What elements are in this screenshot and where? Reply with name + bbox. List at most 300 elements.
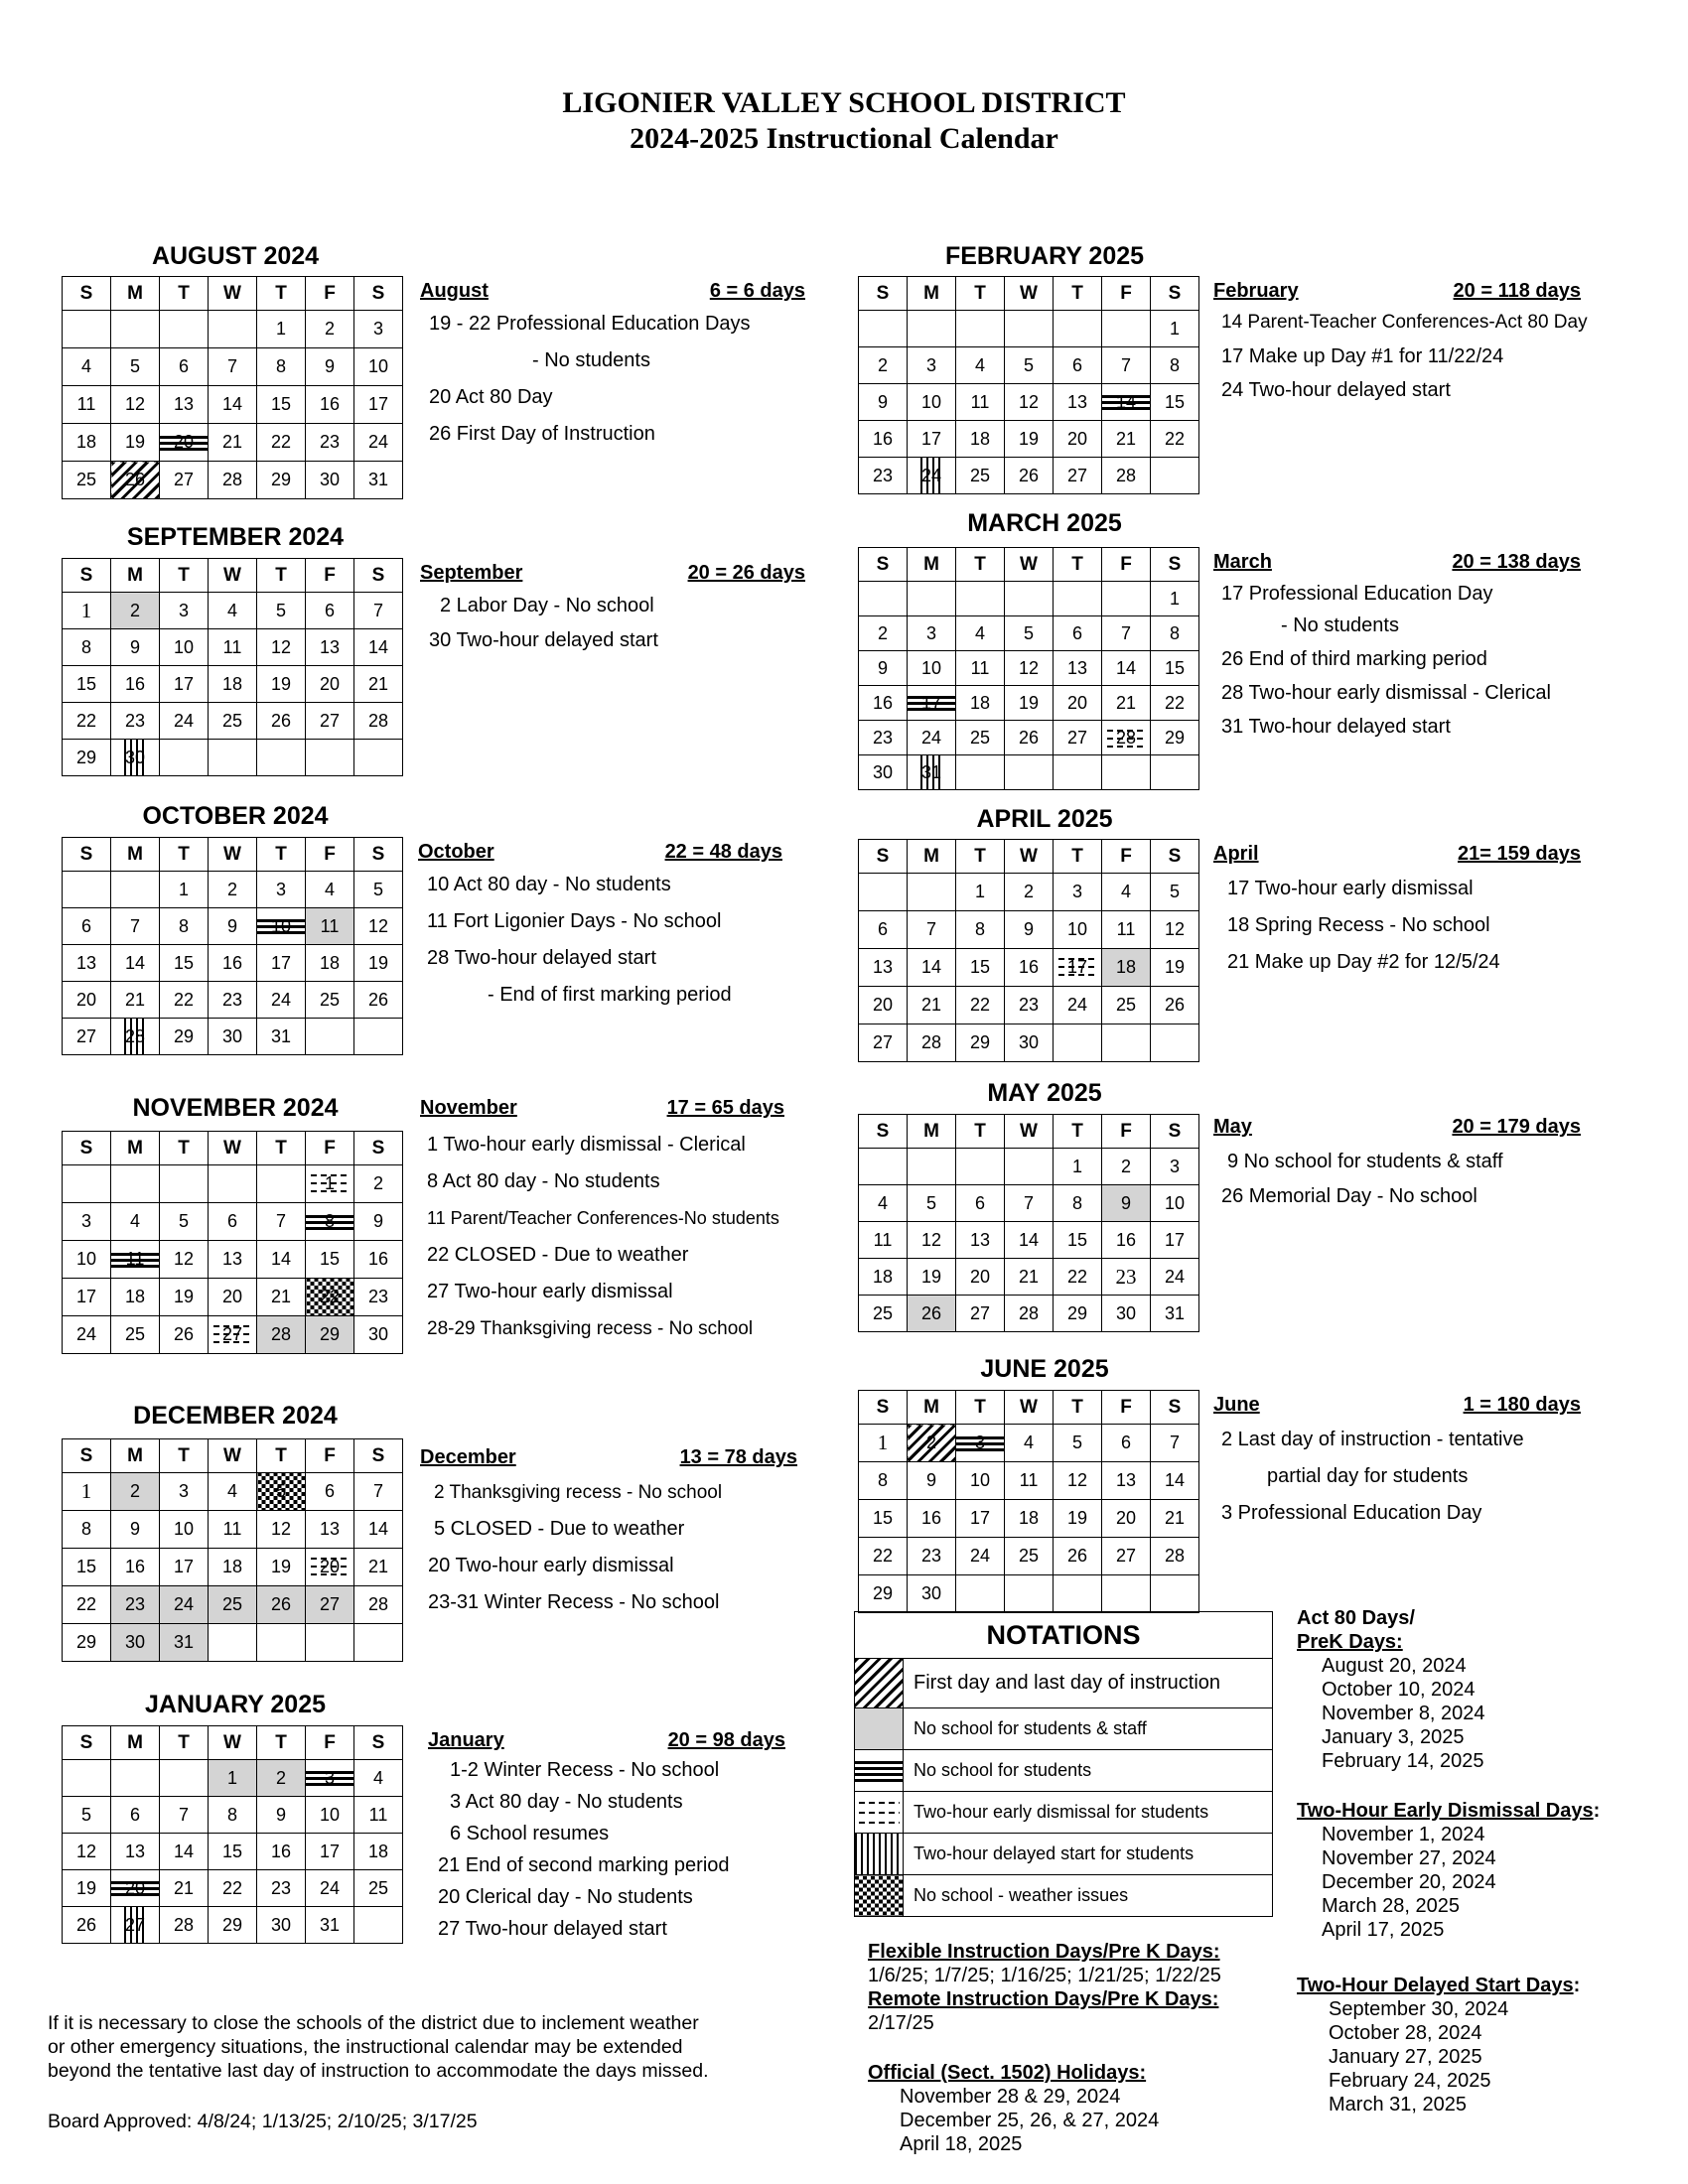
- day-cell: 19: [354, 945, 403, 982]
- weekday-header: M: [908, 548, 956, 582]
- month-notes: October 22 = 48 days 10 Act 80 day - No students 11 Fort Ligonier Days - No school 28 Two-hour delayed start - End of first marking period: [418, 841, 782, 1006]
- day-cell: 12: [908, 1222, 956, 1259]
- day-cell-no-school: 11: [306, 908, 354, 945]
- day-cell: 27: [1054, 458, 1102, 494]
- day-cell: 20: [1054, 421, 1102, 458]
- day-cell: 23: [859, 721, 908, 755]
- day-cell: 21: [908, 987, 956, 1024]
- day-cell-no-school: 25: [209, 1586, 257, 1624]
- day-cell: 22: [859, 1538, 908, 1575]
- calendar-april-2025: [858, 839, 1199, 1062]
- month-title: JANUARY 2025: [144, 1691, 327, 1718]
- month-title: SEPTEMBER 2024: [126, 523, 345, 551]
- day-cell-no-school: 18: [1102, 949, 1151, 987]
- day-cell: 28: [160, 1907, 209, 1944]
- day-cell: 10: [306, 1797, 354, 1834]
- weekday-header: F: [1102, 277, 1151, 311]
- day-cell: 16: [1102, 1222, 1151, 1259]
- day-cell-delayed-start: 27: [111, 1907, 160, 1944]
- day-cell-early-dismissal: 17: [1054, 949, 1102, 987]
- weekday-header: W: [209, 277, 257, 311]
- day-cell: 19: [160, 1279, 209, 1316]
- day-cell: 16: [859, 421, 908, 458]
- weekday-header: T: [257, 1439, 306, 1473]
- day-cell: 12: [1151, 911, 1199, 949]
- day-cell: 26: [1005, 721, 1054, 755]
- day-cell: 6: [160, 348, 209, 386]
- weekday-header: S: [354, 1132, 403, 1165]
- day-cell: 20: [1102, 1500, 1151, 1538]
- day-cell: 1: [1054, 1149, 1102, 1185]
- day-cell: 9: [111, 1511, 160, 1549]
- month-notes: November 17 = 65 days 1 Two-hour early dismissal - Clerical 8 Act 80 day - No students 11 Parent/Teacher Conferences-No students 22 CLOSED - Due to weather 27 Two-hour early dismissal 28-29 Thanksgiving recess - No school: [420, 1097, 784, 1339]
- day-cell-delayed-start: 31: [908, 755, 956, 790]
- weekday-header: S: [859, 548, 908, 582]
- day-cell: 5: [257, 593, 306, 629]
- day-cell: 21: [209, 424, 257, 462]
- day-cell: 23: [257, 1870, 306, 1907]
- day-cell: 18: [306, 945, 354, 982]
- day-cell: 22: [257, 424, 306, 462]
- day-cell: 2: [1005, 874, 1054, 911]
- day-cell: 17: [1151, 1222, 1199, 1259]
- weekday-header: W: [209, 559, 257, 593]
- day-cell: 5: [1054, 1425, 1102, 1462]
- day-cell: 17: [956, 1500, 1005, 1538]
- day-cell: 28: [908, 1024, 956, 1062]
- flexible-instruction-days: Flexible Instruction Days/Pre K Days: 1/6/25; 1/7/25; 1/16/25; 1/21/25; 1/22/25 Remote Instruction Days/Pre K Days: 2/17/25: [868, 1941, 1221, 2034]
- day-cell-first-day: 26: [111, 462, 160, 499]
- day-cell: 29: [63, 740, 111, 776]
- day-cell: 7: [111, 908, 160, 945]
- weekday-header: S: [354, 559, 403, 593]
- day-cell-no-school: 9: [1102, 1185, 1151, 1222]
- day-cell: 8: [1151, 347, 1199, 384]
- weekday-header: S: [63, 1439, 111, 1473]
- weekday-header: M: [908, 1115, 956, 1149]
- weekday-header: T: [257, 559, 306, 593]
- day-cell: 26: [354, 982, 403, 1019]
- day-cell: 5: [354, 872, 403, 908]
- day-cell: 1: [257, 311, 306, 348]
- day-cell: 21: [354, 1549, 403, 1586]
- month-notes: May 20 = 179 days 9 No school for students & staff 26 Memorial Day - No school: [1213, 1116, 1581, 1207]
- weekday-header: S: [354, 838, 403, 872]
- day-cell: 18: [859, 1259, 908, 1296]
- day-cell: 3: [257, 872, 306, 908]
- weekday-header: S: [859, 1391, 908, 1425]
- day-cell: 6: [859, 911, 908, 949]
- notations-legend: [854, 1611, 1273, 1917]
- month-notes: March 20 = 138 days 17 Professional Education Day - No students 26 End of third marking period 28 Two-hour early dismissal - Clerical 31 Two-hour delayed start: [1213, 551, 1581, 738]
- month-title: FEBRUARY 2025: [944, 242, 1145, 270]
- weekday-header: F: [306, 559, 354, 593]
- day-cell: 30: [859, 755, 908, 790]
- weekday-header: T: [1054, 840, 1102, 874]
- day-cell: 14: [354, 1511, 403, 1549]
- weekday-header: S: [1151, 548, 1199, 582]
- day-cell: 10: [160, 629, 209, 666]
- day-cell: 21: [257, 1279, 306, 1316]
- day-cell: 1: [859, 1425, 908, 1462]
- day-cell: 14: [1102, 651, 1151, 686]
- weekday-header: S: [1151, 840, 1199, 874]
- day-cell: 18: [111, 1279, 160, 1316]
- day-cell: 8: [956, 911, 1005, 949]
- day-cell: 30: [354, 1316, 403, 1354]
- weekday-header: M: [111, 1726, 160, 1760]
- day-cell: 8: [63, 1511, 111, 1549]
- day-cell: 22: [1151, 686, 1199, 721]
- day-cell: 2: [209, 872, 257, 908]
- day-cell: 12: [354, 908, 403, 945]
- delayed-start-days: Two-Hour Delayed Start Days: September 30, 2024 October 28, 2024 January 27, 2025 February 24, 2025 March 31, 2025: [1297, 1975, 1581, 2116]
- day-cell: 8: [1054, 1185, 1102, 1222]
- calendar-title: 2024-2025 Instructional Calendar: [630, 122, 1058, 155]
- day-cell: 17: [354, 386, 403, 424]
- day-cell: 30: [1102, 1296, 1151, 1332]
- weekday-header: S: [354, 1726, 403, 1760]
- day-cell: 26: [63, 1907, 111, 1944]
- day-cell: 15: [1054, 1222, 1102, 1259]
- day-cell: 30: [257, 1907, 306, 1944]
- day-cell: 8: [63, 629, 111, 666]
- day-cell: 4: [63, 348, 111, 386]
- weekday-header: M: [111, 559, 160, 593]
- weekday-header: S: [354, 277, 403, 311]
- day-cell-weather: 5: [257, 1473, 306, 1511]
- day-cell: 18: [209, 1549, 257, 1586]
- day-cell: 24: [1151, 1259, 1199, 1296]
- month-title: DECEMBER 2024: [133, 1402, 338, 1430]
- month-title: APRIL 2025: [976, 805, 1113, 833]
- day-cell: 27: [859, 1024, 908, 1062]
- weekday-header: M: [111, 277, 160, 311]
- weekday-header: T: [257, 1132, 306, 1165]
- day-cell: 4: [306, 872, 354, 908]
- day-cell: 24: [306, 1870, 354, 1907]
- day-cell: 4: [209, 1473, 257, 1511]
- weekday-header: T: [160, 1132, 209, 1165]
- day-cell: 24: [257, 982, 306, 1019]
- day-cell: 9: [257, 1797, 306, 1834]
- day-cell: 19: [1005, 421, 1054, 458]
- month-notes: February 20 = 118 days 14 Parent-Teacher Conferences-Act 80 Day 17 Make up Day #1 for 11/22/24 24 Two-hour delayed start: [1213, 280, 1588, 401]
- weekday-header: M: [908, 840, 956, 874]
- day-cell: 14: [1005, 1222, 1054, 1259]
- day-cell: 15: [160, 945, 209, 982]
- day-cell: 20: [859, 987, 908, 1024]
- day-cell: 18: [63, 424, 111, 462]
- weekday-header: M: [908, 1391, 956, 1425]
- weekday-header: T: [1054, 277, 1102, 311]
- day-cell: 23: [1102, 1259, 1151, 1296]
- day-cell: 22: [1054, 1259, 1102, 1296]
- day-cell: 4: [1102, 874, 1151, 911]
- day-cell: 5: [160, 1203, 209, 1241]
- day-cell: 2: [306, 311, 354, 348]
- day-cell: 12: [1054, 1462, 1102, 1500]
- day-cell: 8: [859, 1462, 908, 1500]
- board-approved: Board Approved: 4/8/24; 1/13/25; 2/10/25; 3/17/25: [48, 2111, 478, 2132]
- month-title: MAY 2025: [987, 1079, 1102, 1107]
- day-cell: 27: [63, 1019, 111, 1055]
- day-cell: 11: [956, 384, 1005, 421]
- day-cell: 15: [956, 949, 1005, 987]
- day-cell: 7: [1005, 1185, 1054, 1222]
- day-cell: 21: [1102, 421, 1151, 458]
- day-cell: 30: [908, 1575, 956, 1613]
- legend-no-school-students: No school for students: [855, 1750, 1272, 1792]
- day-cell: 2: [859, 616, 908, 651]
- gray-swatch-icon: [855, 1708, 904, 1749]
- weekday-header: W: [1005, 548, 1054, 582]
- day-cell: 21: [1151, 1500, 1199, 1538]
- day-cell: 22: [63, 703, 111, 740]
- day-cell: 12: [257, 1511, 306, 1549]
- weekday-header: M: [908, 277, 956, 311]
- day-cell: 4: [859, 1185, 908, 1222]
- day-cell: 12: [160, 1241, 209, 1279]
- notations-title: NOTATIONS: [855, 1612, 1272, 1659]
- weekday-header: W: [1005, 840, 1054, 874]
- weekday-header: W: [209, 1439, 257, 1473]
- day-cell: 9: [111, 629, 160, 666]
- day-cell: 13: [111, 1834, 160, 1870]
- official-holidays: Official (Sect. 1502) Holidays: November 28 & 29, 2024 December 25, 26, & 27, 2024 April 18, 2025: [868, 2062, 1160, 2155]
- day-cell: 7: [354, 593, 403, 629]
- day-cell: 9: [354, 1203, 403, 1241]
- day-cell-no-school: 30: [111, 1624, 160, 1662]
- day-cell-delayed-start: 28: [111, 1019, 160, 1055]
- day-cell: 26: [1054, 1538, 1102, 1575]
- day-cell: 25: [1005, 1538, 1054, 1575]
- day-cell: 25: [956, 458, 1005, 494]
- day-cell: 7: [1151, 1425, 1199, 1462]
- weekday-header: T: [1054, 548, 1102, 582]
- day-cell: 16: [111, 666, 160, 703]
- day-cell: 6: [1102, 1425, 1151, 1462]
- day-cell: 19: [908, 1259, 956, 1296]
- day-cell: 6: [111, 1797, 160, 1834]
- day-cell: 10: [160, 1511, 209, 1549]
- day-cell: 31: [306, 1907, 354, 1944]
- weekday-header: W: [1005, 277, 1054, 311]
- day-cell: 13: [956, 1222, 1005, 1259]
- day-cell: 22: [1151, 421, 1199, 458]
- weekday-header: T: [160, 559, 209, 593]
- day-cell-no-school: 26: [908, 1296, 956, 1332]
- day-cell: 31: [257, 1019, 306, 1055]
- day-cell: 12: [1005, 384, 1054, 421]
- day-cell-no-school-students: 14: [1102, 384, 1151, 421]
- calendar-august-2024: [62, 276, 403, 499]
- day-cell: 30: [1005, 1024, 1054, 1062]
- calendar-february-2025: [858, 276, 1199, 494]
- weekday-header: F: [1102, 548, 1151, 582]
- day-cell: 29: [63, 1624, 111, 1662]
- day-cell: 3: [1054, 874, 1102, 911]
- closure-note: If it is necessary to close the schools of the district due to inclement weather or other emergency situations, the instructional calendar may be extended beyond the tentative last day of instruction to accommodate the days missed.: [48, 2012, 709, 2082]
- day-cell-no-school: 27: [306, 1586, 354, 1624]
- weekday-header: S: [63, 277, 111, 311]
- weekday-header: T: [160, 1439, 209, 1473]
- day-cell: 29: [956, 1024, 1005, 1062]
- day-cell: 23: [908, 1538, 956, 1575]
- day-cell: 25: [859, 1296, 908, 1332]
- day-cell: 28: [354, 703, 403, 740]
- day-cell-no-school: 31: [160, 1624, 209, 1662]
- weekday-header: W: [209, 838, 257, 872]
- day-cell: 4: [111, 1203, 160, 1241]
- weekday-header: T: [160, 1726, 209, 1760]
- month-notes: June 1 = 180 days 2 Last day of instruction - tentative partial day for students 3 Professional Education Day: [1213, 1394, 1581, 1524]
- day-cell: 17: [306, 1834, 354, 1870]
- weekday-header: T: [956, 1115, 1005, 1149]
- calendar-may-2025: [858, 1114, 1199, 1332]
- day-cell: 5: [1005, 347, 1054, 384]
- day-cell: 16: [859, 686, 908, 721]
- day-cell: 17: [160, 666, 209, 703]
- day-cell: 20: [63, 982, 111, 1019]
- weekday-header: S: [354, 1439, 403, 1473]
- weekday-header: F: [306, 277, 354, 311]
- day-cell: 30: [209, 1019, 257, 1055]
- day-cell-no-school-students: 3: [306, 1760, 354, 1797]
- day-cell: 29: [859, 1575, 908, 1613]
- day-cell: 24: [956, 1538, 1005, 1575]
- day-cell: 27: [1054, 721, 1102, 755]
- day-cell: 15: [306, 1241, 354, 1279]
- day-cell: 16: [1005, 949, 1054, 987]
- day-cell-no-school: 26: [257, 1586, 306, 1624]
- day-cell: 24: [908, 721, 956, 755]
- act80-days: Act 80 Days/ PreK Days: August 20, 2024 October 10, 2024 November 8, 2024 January 3, 2025 February 14, 2025: [1297, 1607, 1485, 1772]
- weekday-header: F: [306, 838, 354, 872]
- day-cell: 21: [111, 982, 160, 1019]
- day-cell: 2: [354, 1165, 403, 1203]
- day-cell: 25: [63, 462, 111, 499]
- day-cell: 22: [209, 1870, 257, 1907]
- day-cell: 9: [1005, 911, 1054, 949]
- day-cell-no-school: 24: [160, 1586, 209, 1624]
- weekday-header: S: [859, 1115, 908, 1149]
- day-cell: 23: [1005, 987, 1054, 1024]
- day-cell: 24: [354, 424, 403, 462]
- day-cell: 1: [1151, 311, 1199, 347]
- day-cell: 31: [1151, 1296, 1199, 1332]
- day-cell: 24: [1054, 987, 1102, 1024]
- day-cell: 11: [63, 386, 111, 424]
- day-cell: 18: [1005, 1500, 1054, 1538]
- day-cell: 8: [209, 1797, 257, 1834]
- day-cell: 13: [63, 945, 111, 982]
- day-cell: 13: [306, 1511, 354, 1549]
- day-cell-no-school: 1: [209, 1760, 257, 1797]
- hatch-swatch-icon: [855, 1659, 904, 1707]
- day-cell: 31: [354, 462, 403, 499]
- day-cell: 4: [956, 347, 1005, 384]
- day-cell: 10: [1151, 1185, 1199, 1222]
- month-notes: December 13 = 78 days 2 Thanksgiving recess - No school 5 CLOSED - Due to weather 20 Two-hour early dismissal 23-31 Winter Recess - No school: [420, 1446, 797, 1613]
- month-notes: September 20 = 26 days 2 Labor Day - No school 30 Two-hour delayed start: [420, 562, 805, 651]
- day-cell: 23: [306, 424, 354, 462]
- weekday-header: S: [859, 277, 908, 311]
- day-cell: 5: [1151, 874, 1199, 911]
- day-cell: 5: [1005, 616, 1054, 651]
- day-cell: 25: [956, 721, 1005, 755]
- weekday-header: T: [257, 1726, 306, 1760]
- day-cell: 16: [257, 1834, 306, 1870]
- month-notes: April 21= 159 days 17 Two-hour early dismissal 18 Spring Recess - No school 21 Make up Day #2 for 12/5/24: [1213, 843, 1581, 973]
- month-title: JUNE 2025: [980, 1355, 1109, 1383]
- calendar-december-2024: [62, 1438, 403, 1662]
- day-cell-weather: 22: [306, 1279, 354, 1316]
- day-cell-no-school: 28: [257, 1316, 306, 1354]
- day-cell: 25: [209, 703, 257, 740]
- day-cell: 6: [209, 1203, 257, 1241]
- day-cell: 23: [111, 703, 160, 740]
- day-cell-early-dismissal: 20: [306, 1549, 354, 1586]
- weekday-header: T: [160, 277, 209, 311]
- weekday-header: M: [111, 1132, 160, 1165]
- day-cell: 24: [63, 1316, 111, 1354]
- day-cell: 15: [257, 386, 306, 424]
- day-cell-delayed-start: 24: [908, 458, 956, 494]
- day-cell: 4: [209, 593, 257, 629]
- day-cell: 13: [209, 1241, 257, 1279]
- day-cell: 22: [956, 987, 1005, 1024]
- day-cell: 3: [908, 347, 956, 384]
- day-cell: 25: [306, 982, 354, 1019]
- day-cell: 6: [956, 1185, 1005, 1222]
- day-cell-no-school: 29: [306, 1316, 354, 1354]
- weekday-header: F: [306, 1439, 354, 1473]
- day-cell: 18: [956, 686, 1005, 721]
- day-cell: 7: [354, 1473, 403, 1511]
- day-cell: 15: [1151, 384, 1199, 421]
- day-cell: 10: [908, 651, 956, 686]
- day-cell: 1: [63, 593, 111, 629]
- day-cell-last-day: 2: [908, 1425, 956, 1462]
- weekday-header: F: [1102, 1115, 1151, 1149]
- weekday-header: F: [306, 1726, 354, 1760]
- month-title: NOVEMBER 2024: [132, 1094, 339, 1122]
- day-cell: 5: [63, 1797, 111, 1834]
- early-dismissal-days: Two-Hour Early Dismissal Days: November 1, 2024 November 27, 2024 December 20, 2024 March 28, 2025 April 17, 2025: [1297, 1800, 1601, 1941]
- day-cell: 18: [209, 666, 257, 703]
- day-cell: 23: [354, 1279, 403, 1316]
- day-cell: 11: [209, 1511, 257, 1549]
- calendar-october-2024: [62, 837, 403, 1055]
- day-cell: 22: [160, 982, 209, 1019]
- day-cell: 21: [354, 666, 403, 703]
- dashed-lines-swatch-icon: [855, 1792, 904, 1833]
- day-cell: 3: [63, 1203, 111, 1241]
- day-cell: 26: [160, 1316, 209, 1354]
- weekday-header: T: [956, 840, 1005, 874]
- day-cell: 21: [1102, 686, 1151, 721]
- day-cell: 29: [1151, 721, 1199, 755]
- day-cell: 11: [1005, 1462, 1054, 1500]
- day-cell: 20: [956, 1259, 1005, 1296]
- day-cell: 1: [63, 1473, 111, 1511]
- day-cell: 5: [111, 348, 160, 386]
- day-cell: 11: [859, 1222, 908, 1259]
- day-cell-no-school-students: 17: [908, 686, 956, 721]
- day-cell: 26: [1151, 987, 1199, 1024]
- day-cell: 24: [160, 703, 209, 740]
